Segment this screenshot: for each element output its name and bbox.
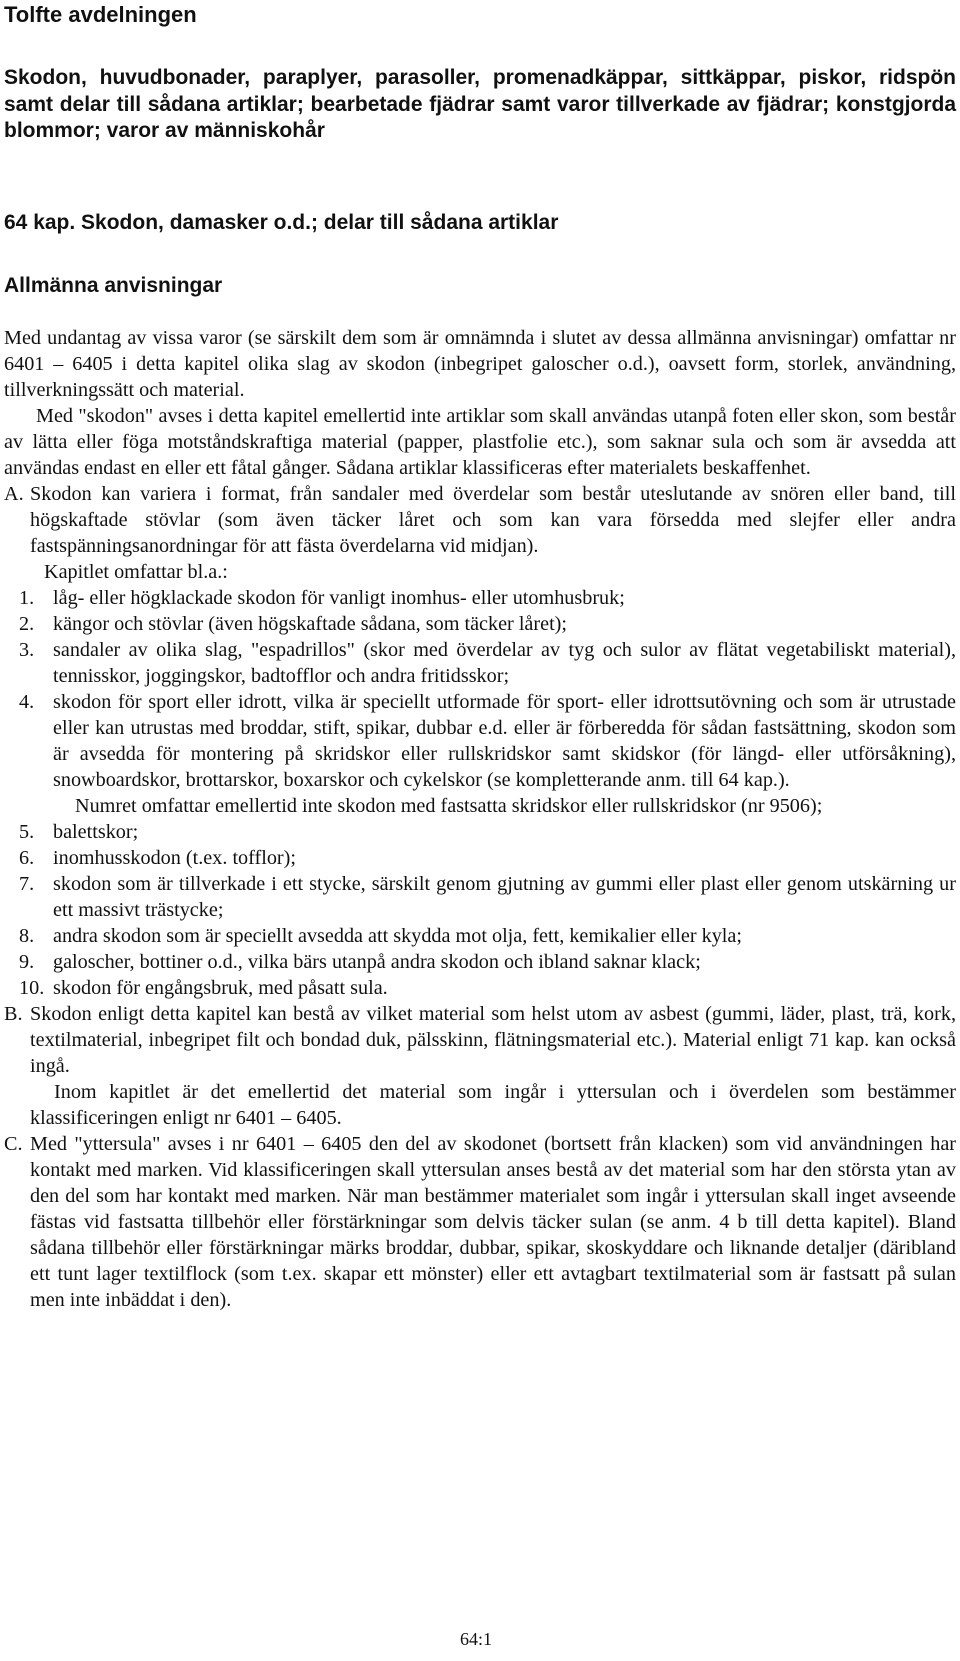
list-item: [4, 611, 956, 637]
list-item: [4, 819, 956, 845]
list-item: [4, 923, 956, 949]
list-item: [4, 637, 956, 689]
list-item-text: galoscher, bottiner o.d., vilka bärs utanpå andra skodon och ibland saknar klack;: [53, 951, 701, 973]
section-b-text-2: Inom kapitlet är det emellertid det material som ingår i yttersulan och i överdelen som bestämmer klassificeringen enligt nr 6401 – 6405.: [30, 1081, 956, 1129]
list-item-text: balettskor;: [53, 821, 139, 843]
section-a-content: [30, 481, 956, 585]
section-c: [4, 1131, 956, 1313]
list-item-number: 3.: [19, 639, 35, 661]
section-c-text: Med "yttersula" avses i nr 6401 – 6405 den del av skodonet (bortsett från klacken) som vid användningen har kontakt med marken. Vid klassificeringen skall yttersulan anses bestå av det material som har den största ytan av den del som har kontakt med marken. När man bestämmer materialet som ingår i yttersulan skall inget avseende fästas vid fastsatta tillbehör eller förstärkningar som delvis täcker sulan (se anm. 4 b till detta kapitel). Bland sådana tillbehör eller förstärkningar märks broddar, dubbar, spikar, skoskyddare och liknande detaljer (däribland ett tunt lager textilflock (som t.ex. skapar ett mönster) eller ett avtagbart textilmaterial som är fastsatt på sulan men inte inbäddat i den).: [30, 1133, 956, 1311]
list-item-text: sandaler av olika slag, "espadrillos" (skor med överdelar av tyg och sulor av flätat vegetabiliskt material), tennisskor, joggingskor, badtofflor och andra fritidsskor;: [53, 639, 956, 687]
list-item-text: låg- eller högklackade skodon för vanligt inomhus- eller utomhusbruk;: [53, 587, 625, 609]
section-a-letter: A.: [4, 483, 24, 505]
list-item-number: 10.: [19, 977, 45, 999]
list-item-number: 8.: [19, 925, 35, 947]
list-item: [4, 871, 956, 923]
list-item: [4, 949, 956, 975]
section-b-text: Skodon enligt detta kapitel kan bestå av vilket material som helst utom av asbest (gummi, läder, plast, trä, kork, textilmaterial, inbegripet filt och bondad duk, pälsskinn, flätningsmaterial etc.). Material enligt 71 kap. kan också ingå.: [30, 1003, 956, 1077]
chapter-heading: 64 kap. Skodon, damasker o.d.; delar till sådana artiklar: [4, 211, 559, 234]
page-number: 64:1: [460, 1629, 493, 1649]
list-item-text: skodon för sport eller idrott, vilka är speciellt utformade för sport- eller idrottsutövning och som är utrustade eller kan utrustas med broddar, stift, spikar, dubbar e.d. eller är förberedda för sådan fastsättning, skodon som är avsedda för montering på skridskor eller rullskridskor samt skidskor (för längd- eller utförsåkning), snowboardskor, brottarskor, boxarskor och cykelskor (se kompletterande anm. till 64 kap.).: [53, 691, 956, 791]
list-item-number: 5.: [19, 821, 35, 843]
list-item-number: 4.: [19, 691, 35, 713]
section-a: [4, 481, 956, 585]
section-b-letter: B.: [4, 1003, 23, 1025]
list-item-number: 9.: [19, 951, 35, 973]
section-heading: Skodon, huvudbonader, paraplyer, parasoller, promenadkäppar, sittkäppar, piskor, ridspön samt delar till sådana artiklar; bearbetade fjädrar samt varor tillverkade av fjädrar; konstgjorda blommor; varor av människohår: [4, 66, 956, 142]
list-item-text: skodon för engångsbruk, med påsatt sula.: [53, 977, 388, 999]
section-c-letter: C.: [4, 1133, 23, 1155]
list-item-text: andra skodon som är speciellt avsedda att skydda mot olja, fett, kemikalier eller kyla;: [53, 925, 742, 947]
list-item: [4, 845, 956, 871]
intro-paragraph-2: Med "skodon" avses i detta kapitel emellertid inte artiklar som skall användas utanpå foten eller skon, som består av lätta eller föga motståndskraftiga material (papper, plastfolie etc.), som saknar sula och som är avsedda att användas endast en eller ett fåtal gånger. Sådana artiklar klassificeras efter materialets beskaffenhet.: [4, 405, 956, 479]
list-item-number: 6.: [19, 847, 35, 869]
section-a-text: Skodon kan variera i format, från sandaler med överdelar som består uteslutande av snören eller band, till högskaftade stövlar (som även täcker låret och som kan vara försedda med slejfer eller andra fastspänningsanordningar för att fästa överdelarna vid midjan).: [30, 483, 956, 557]
section-a-includes: Kapitlet omfattar bl.a.:: [44, 561, 228, 583]
body-text: [4, 325, 956, 1313]
list-item: [4, 975, 956, 1001]
intro-paragraph-1: Med undantag av vissa varor (se särskilt dem som är omnämnda i slutet av dessa allmänna anvisningar) omfattar nr 6401 – 6405 i detta kapitel olika slag av skodon (inbegripet galoscher o.d.), oavsett form, storlek, användning, tillverkningssätt och material.: [4, 327, 956, 401]
list-item-text: inomhusskodon (t.ex. tofflor);: [53, 847, 296, 869]
items-list: [4, 585, 956, 1001]
list-item: [4, 689, 956, 793]
list-item-number: 2.: [19, 613, 35, 635]
list-item-text: kängor och stövlar (även högskaftade sådana, som täcker låret);: [53, 613, 568, 635]
general-notes-heading: Allmänna anvisningar: [4, 274, 223, 297]
section-b: [4, 1001, 956, 1079]
part-title: Tolfte avdelningen: [4, 2, 197, 27]
list-item-number: 1.: [19, 587, 35, 609]
list-item-number: 7.: [19, 873, 35, 895]
item-4-note: Numret omfattar emellertid inte skodon med fastsatta skridskor eller rullskridskor (nr 9506);: [75, 795, 823, 817]
list-item-text: skodon som är tillverkade i ett stycke, särskilt genom gjutning av gummi eller plast eller genom utskärning ur ett massivt trästycke;: [53, 873, 956, 921]
list-item: [4, 585, 956, 611]
